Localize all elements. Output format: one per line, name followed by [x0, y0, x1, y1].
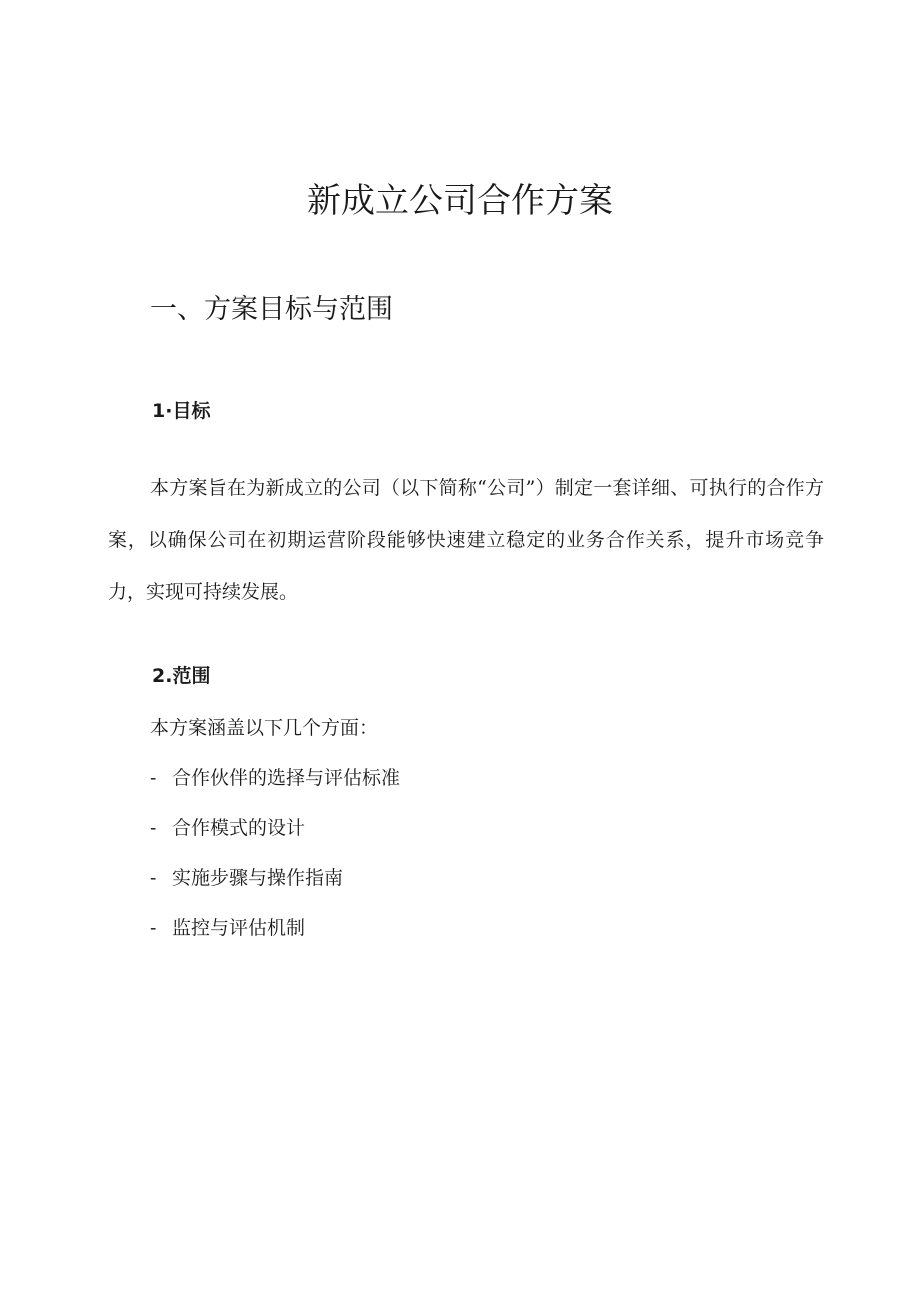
section-heading-goals-scope: 一、方案目标与范围	[150, 294, 393, 325]
list-item-text: 合作模式的设计	[172, 817, 306, 839]
list-dash: -	[150, 917, 157, 939]
list-item	[150, 808, 400, 858]
scope-intro: 本方案涵盖以下几个方面：	[150, 717, 379, 739]
document-title: 新成立公司合作方案	[307, 181, 613, 221]
list-item	[150, 908, 400, 958]
list-item-text: 监控与评估机制	[172, 917, 306, 939]
list-dash: -	[150, 867, 157, 889]
subheading-goal: 1·目标	[152, 400, 211, 422]
scope-list	[150, 758, 400, 958]
list-item-text: 合作伙伴的选择与评估标准	[172, 767, 401, 789]
goal-paragraph: 本方案旨在为新成立的公司（以下简称“公司”）制定一套详细、可执行的合作方案，以确保公司在初期运营阶段能够快速建立稳定的业务合作关系，提升市场竞争力，实现可持续发展。	[108, 477, 824, 603]
list-item-text: 实施步骤与操作指南	[172, 867, 344, 889]
subheading-scope: 2.范围	[152, 665, 211, 687]
list-item	[150, 858, 400, 908]
list-dash: -	[150, 767, 157, 789]
list-dash: -	[150, 817, 157, 839]
list-item	[150, 758, 400, 808]
